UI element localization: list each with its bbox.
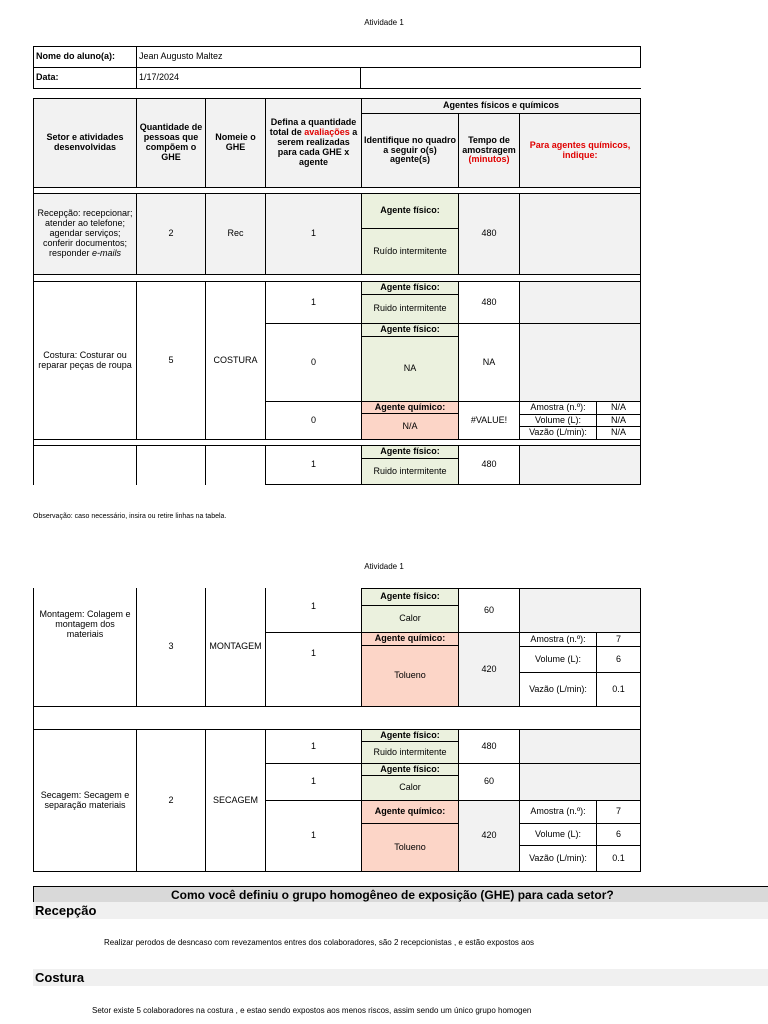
montagem-r2-aval[interactable]: 1 — [265, 632, 362, 707]
col-defina: Defina a quantidade total de avaliações a serem realizadas para cada GHE x agente — [265, 98, 362, 188]
montagem-volume-label: Volume (L): — [519, 646, 597, 673]
montagem-ghe[interactable]: MONTAGEM — [205, 588, 266, 707]
row4-quimicos[interactable] — [519, 445, 641, 485]
recepcao-aval[interactable]: 1 — [265, 193, 362, 275]
montagem-r1-aval[interactable]: 1 — [265, 588, 362, 633]
secagem-r1-quimicos[interactable] — [519, 729, 641, 764]
col-nomeie: Nomeie o GHE — [205, 98, 266, 188]
page2-title: Atividade 1 — [364, 562, 404, 571]
data-label: Data: — [33, 67, 137, 89]
montagem-volume[interactable]: 6 — [596, 646, 641, 673]
costura-r2-tempo[interactable]: NA — [458, 323, 520, 402]
recepcao-ghe[interactable]: Rec — [205, 193, 266, 275]
nome-value[interactable]: Jean Augusto Maltez — [136, 46, 641, 68]
secagem-volume-label: Volume (L): — [519, 823, 597, 846]
montagem-qtd[interactable]: 3 — [136, 588, 206, 707]
costura-r2-agente[interactable]: NA — [361, 336, 459, 402]
col-quimicos: Para agentes químicos, indique: — [519, 113, 641, 188]
costura-ghe[interactable]: COSTURA — [205, 281, 266, 440]
secagem-r1-agente[interactable]: Ruido intermitente — [361, 741, 459, 764]
secagem-r3-tempo[interactable]: 420 — [458, 800, 520, 872]
secagem-setor: Secagem: Secagem e separação materiais — [33, 729, 137, 872]
row4-qtd[interactable] — [136, 445, 206, 485]
page-title: Atividade 1 — [364, 18, 404, 27]
secagem-r3-aval[interactable]: 1 — [265, 800, 362, 872]
secagem-amostra[interactable]: 7 — [596, 800, 641, 824]
costura-r2-quimicos[interactable] — [519, 323, 641, 402]
col-group-agentes: Agentes físicos e químicos — [361, 98, 641, 114]
observacao: Observação: caso necessário, insira ou retire linhas na tabela. — [33, 513, 227, 520]
costura-r3-aval[interactable]: 0 — [265, 401, 362, 440]
recepcao-agente[interactable]: Ruído intermitente — [361, 228, 459, 275]
secagem-r3-agente[interactable]: Tolueno — [361, 823, 459, 872]
secagem-r2-aval[interactable]: 1 — [265, 763, 362, 801]
secagem-r2-tempo[interactable]: 60 — [458, 763, 520, 801]
montagem-r1-quimicos[interactable] — [519, 588, 641, 633]
costura-qtd[interactable]: 5 — [136, 281, 206, 440]
answer-recepcao-text[interactable]: Realizar perodos de desncaso com revezamentos entres dos colaboradores, são 2 recepcionistas , e estão expostos aos — [104, 938, 535, 947]
costura-r1-label: Agente físico: — [361, 281, 459, 295]
costura-r3-label: Agente químico: — [361, 401, 459, 414]
montagem-r2-label: Agente químico: — [361, 632, 459, 646]
secagem-r1-label: Agente físico: — [361, 729, 459, 742]
costura-amostra[interactable]: N/A — [596, 401, 641, 415]
row4-ghe[interactable] — [205, 445, 266, 485]
montagem-amostra[interactable]: 7 — [596, 632, 641, 647]
costura-volume[interactable]: N/A — [596, 414, 641, 427]
costura-r1-agente[interactable]: Ruido intermitente — [361, 294, 459, 324]
row4-agente[interactable]: Ruido intermitente — [361, 458, 459, 485]
secagem-ghe[interactable]: SECAGEM — [205, 729, 266, 872]
montagem-r2-tempo[interactable]: 420 — [458, 632, 520, 707]
costura-r1-tempo[interactable]: 480 — [458, 281, 520, 324]
secagem-volume[interactable]: 6 — [596, 823, 641, 846]
recepcao-tempo[interactable]: 480 — [458, 193, 520, 275]
answer-costura-title: Costura — [33, 969, 768, 986]
costura-r2-aval[interactable]: 0 — [265, 323, 362, 402]
costura-vazao-label: Vazão (L/min): — [519, 426, 597, 440]
montagem-setor: Montagem: Colagem e montagem dos materiais — [33, 588, 137, 707]
recepcao-setor: Recepção: recepcionar; atender ao telefone; agendar serviços; conferir documentos; responder e-mails — [33, 193, 137, 275]
montagem-vazao-label: Vazão (L/min): — [519, 672, 597, 707]
col-setor: Setor e atividades desenvolvidas — [33, 98, 137, 188]
secagem-r2-agente[interactable]: Calor — [361, 775, 459, 801]
row4-setor[interactable] — [33, 445, 137, 485]
secagem-r1-tempo[interactable]: 480 — [458, 729, 520, 764]
secagem-vazao[interactable]: 0.1 — [596, 845, 641, 872]
col-quantidade: Quantidade de pessoas que compõem o GHE — [136, 98, 206, 188]
row4-label: Agente físico: — [361, 445, 459, 459]
costura-r1-aval[interactable]: 1 — [265, 281, 362, 324]
costura-r3-agente[interactable]: N/A — [361, 413, 459, 440]
costura-r3-tempo[interactable]: #VALUE! — [458, 401, 520, 440]
nome-label: Nome do aluno(a): — [33, 46, 137, 68]
montagem-r2-agente[interactable]: Tolueno — [361, 645, 459, 707]
row4-tempo[interactable]: 480 — [458, 445, 520, 485]
secagem-qtd[interactable]: 2 — [136, 729, 206, 872]
col-identifique: Identifique no quadro a seguir o(s) agente(s) — [361, 113, 459, 188]
row4-aval[interactable]: 1 — [265, 445, 362, 485]
costura-setor: Costura: Costurar ou reparar peças de roupa — [33, 281, 137, 440]
answer-costura-text[interactable]: Setor existe 5 colaboradores na costura , e estao sendo expostos aos menos riscos, assim sendo um único grupo homogen — [92, 1006, 532, 1015]
recepcao-quimicos[interactable] — [519, 193, 641, 275]
secagem-r3-label: Agente químico: — [361, 800, 459, 824]
montagem-r1-label: Agente físico: — [361, 588, 459, 606]
costura-amostra-label: Amostra (n.º): — [519, 401, 597, 415]
question-title: Como você definiu o grupo homogêneo de exposição (GHE) para cada setor? — [33, 886, 768, 902]
data-value[interactable]: 1/17/2024 — [136, 67, 361, 89]
costura-volume-label: Volume (L): — [519, 414, 597, 427]
costura-r2-label: Agente físico: — [361, 323, 459, 337]
secagem-r2-label: Agente físico: — [361, 763, 459, 776]
col-tempo: Tempo de amostragem (minutos) — [458, 113, 520, 188]
montagem-r1-agente[interactable]: Calor — [361, 605, 459, 633]
costura-r1-quimicos[interactable] — [519, 281, 641, 324]
montagem-r1-tempo[interactable]: 60 — [458, 588, 520, 633]
costura-vazao[interactable]: N/A — [596, 426, 641, 440]
montagem-amostra-label: Amostra (n.º): — [519, 632, 597, 647]
secagem-amostra-label: Amostra (n.º): — [519, 800, 597, 824]
montagem-vazao[interactable]: 0.1 — [596, 672, 641, 707]
recepcao-agente-fisico-label: Agente físico: — [361, 193, 459, 229]
secagem-r2-quimicos[interactable] — [519, 763, 641, 801]
secagem-vazao-label: Vazão (L/min): — [519, 845, 597, 872]
blank-row — [33, 706, 641, 730]
recepcao-qtd[interactable]: 2 — [136, 193, 206, 275]
secagem-r1-aval[interactable]: 1 — [265, 729, 362, 764]
answer-recepcao-title: Recepção — [33, 902, 768, 919]
